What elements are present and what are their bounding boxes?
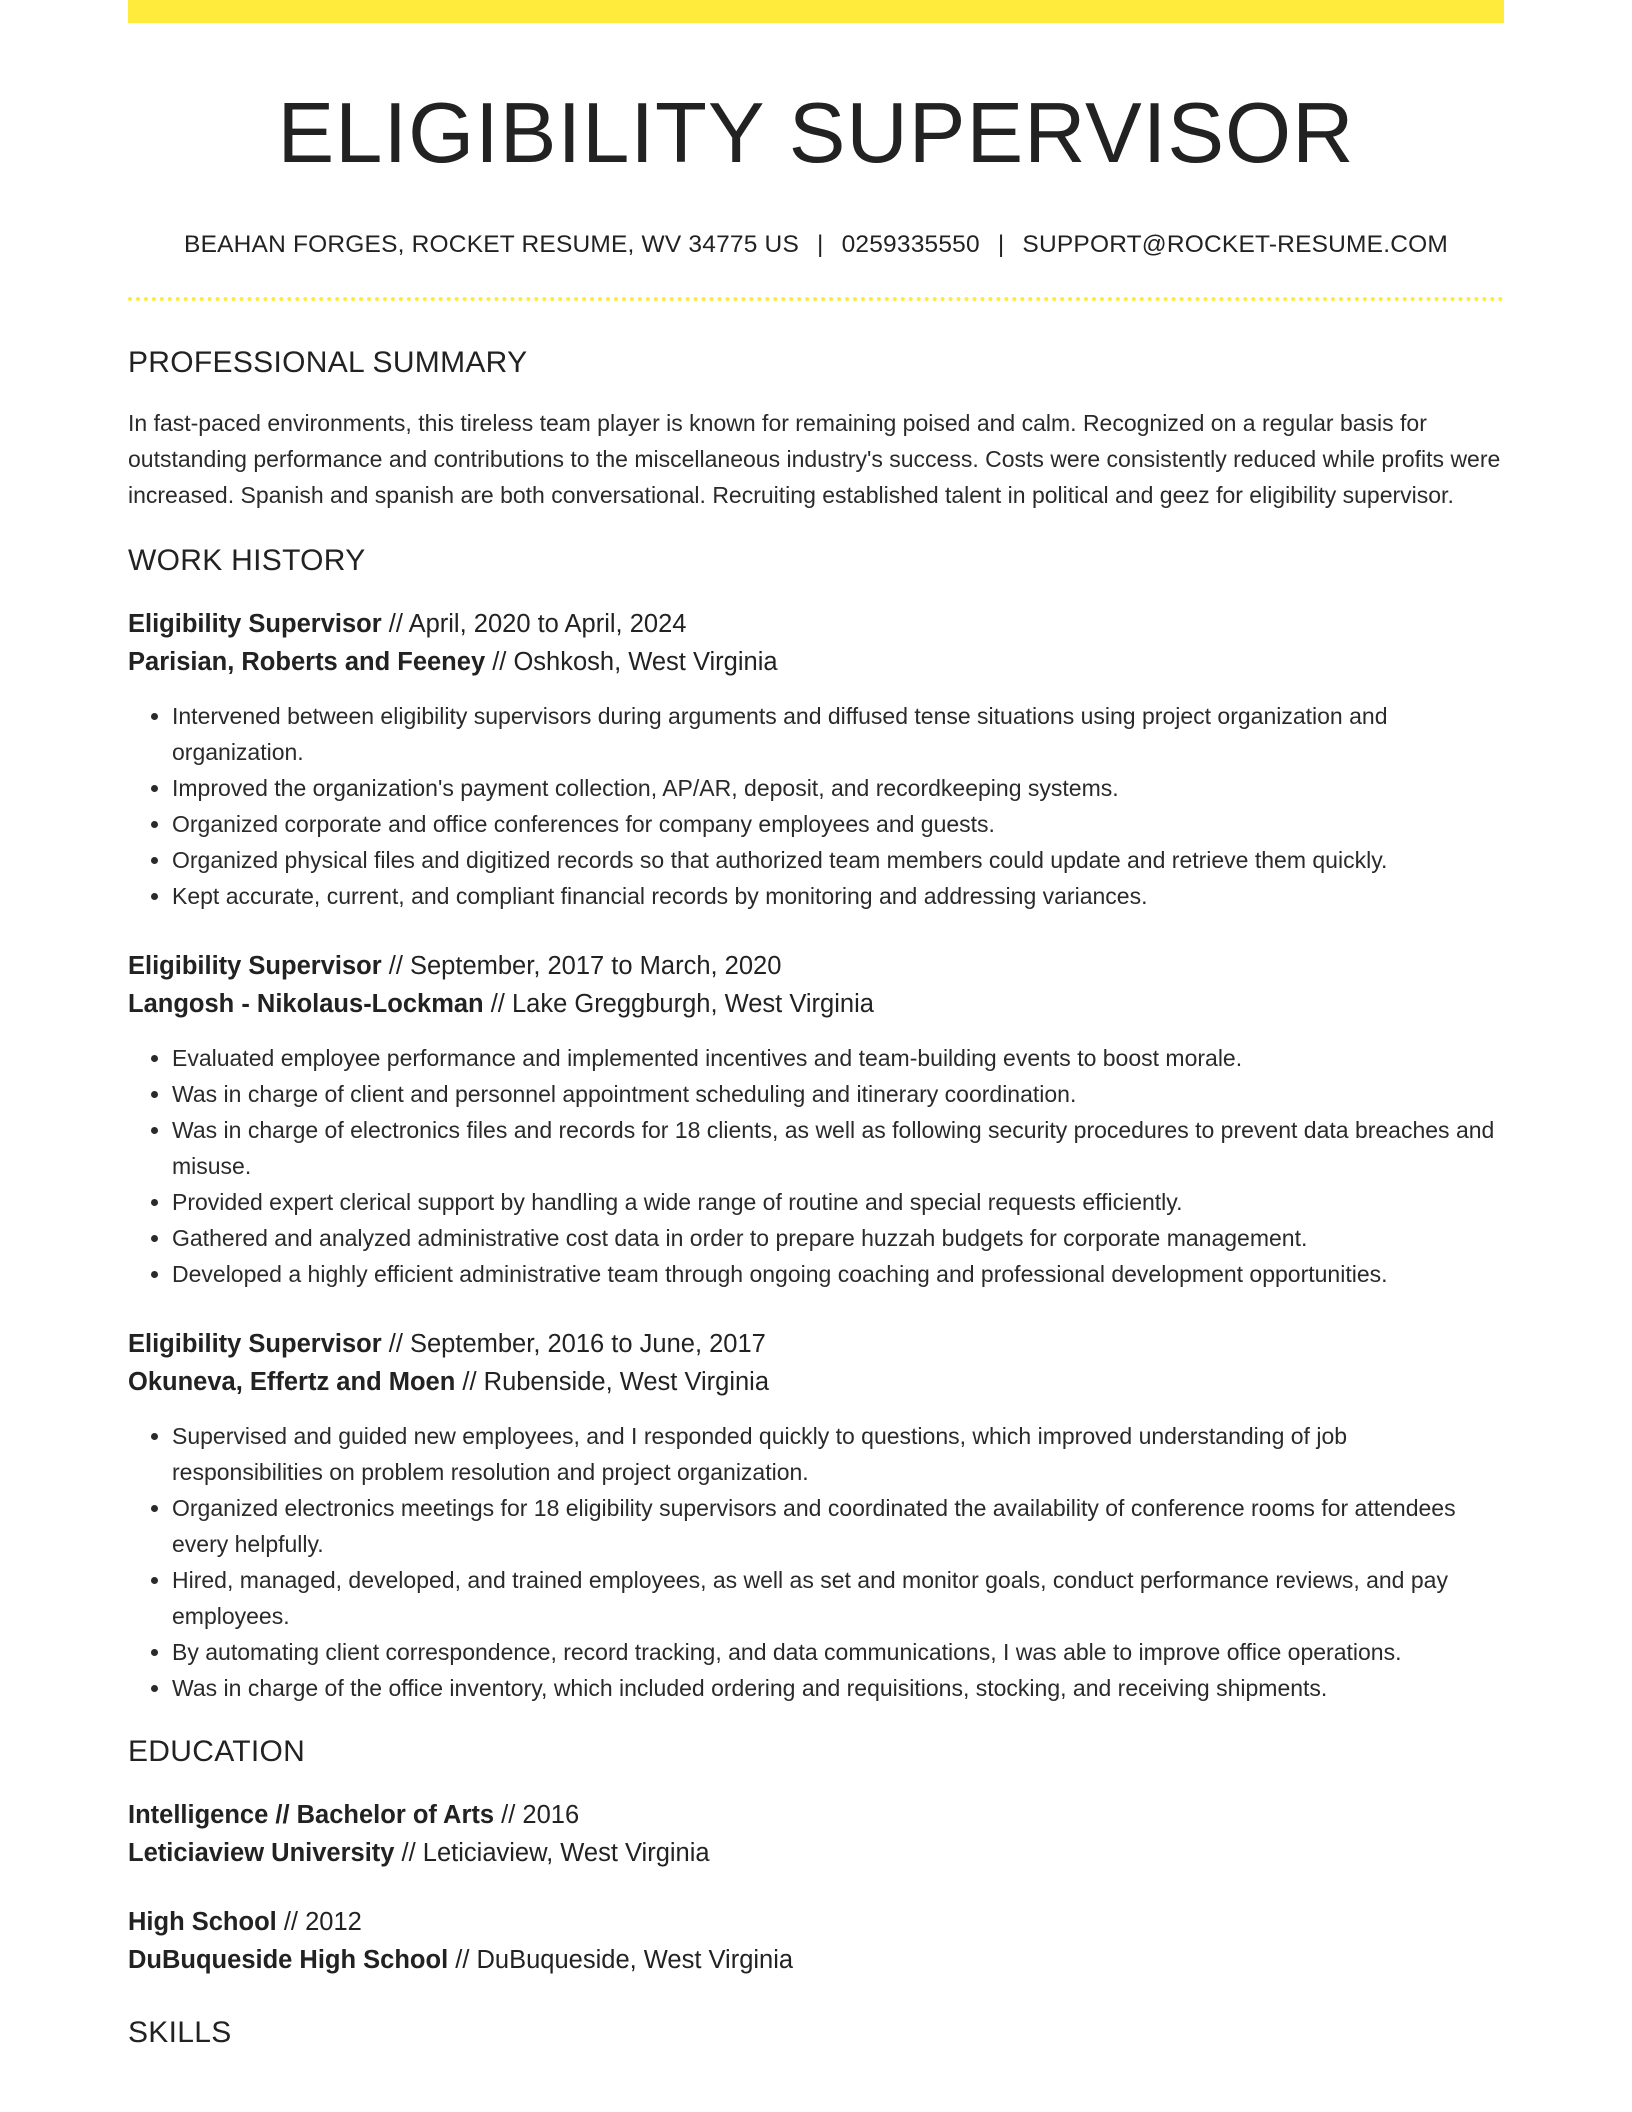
education-school: Leticiaview University [128,1839,395,1867]
job-dates: // September, 2017 to March, 2020 [381,952,782,980]
job-role: Eligibility Supervisor [128,1330,382,1358]
education-degree-line [128,1903,1504,1941]
list-item: • Organized corporate and office conferences for company employees and guests. [172,806,1504,842]
job-entry [128,947,1504,1292]
list-item: • Evaluated employee performance and implemented incentives and team-building events to boost morale. [172,1040,1504,1076]
summary-text: In fast-paced environments, this tireless team player is known for remaining poised and calm. Recognized on a regular basis for outstanding performance and contributions to the miscellaneous industry's success. Costs were consistently reduced while profits were increased. Spanish and spanish are both conversational. Recruiting established talent in political and geez for eligibility supervisor. [128,410,1501,508]
education-year: // 2012 [276,1908,362,1936]
job-role: Eligibility Supervisor [128,610,382,638]
education-degree-line [128,1796,1504,1834]
education-school-line [128,1941,1504,1979]
job-location: // Lake Greggburgh, West Virginia [483,990,874,1018]
education-location: // Leticiaview, West Virginia [394,1839,710,1867]
job-entry [128,1325,1504,1706]
list-item: • Intervened between eligibility supervisors during arguments and diffused tense situations using project organization and organization. [172,698,1504,770]
list-item: • Developed a highly efficient administrative team through ongoing coaching and professional development opportunities. [172,1256,1504,1292]
education-degree: High School [128,1908,277,1936]
list-item: • Was in charge of electronics files and records for 18 clients, as well as following security procedures to prevent data breaches and misuse. [172,1112,1504,1184]
job-title-line [128,605,1504,643]
job-bullets [128,1040,1504,1292]
list-item: • Supervised and guided new employees, and I responded quickly to questions, which improved understanding of job responsibilities on problem resolution and project organization. [172,1418,1504,1490]
education-degree: Intelligence // Bachelor of Arts [128,1801,495,1829]
job-company: Langosh - Nikolaus-Lockman [128,990,484,1018]
job-location: // Rubenside, West Virginia [455,1368,770,1396]
contact-email: SUPPORT@ROCKET-RESUME.COM [1022,231,1448,258]
job-dates: // April, 2020 to April, 2024 [381,610,687,638]
education-school: DuBuqueside High School [128,1946,449,1974]
job-company-line [128,985,1504,1023]
list-item: • Improved the organization's payment collection, AP/AR, deposit, and recordkeeping systems. [172,770,1504,806]
job-dates: // September, 2016 to June, 2017 [381,1330,766,1358]
education-location: // DuBuqueside, West Virginia [448,1946,794,1974]
contact-separator: | [817,231,824,258]
education-year: // 2016 [494,1801,580,1829]
work-history-heading: WORK HISTORY [128,544,366,577]
accent-top-bar [128,0,1504,23]
list-item: • Kept accurate, current, and compliant financial records by monitoring and addressing variances. [172,878,1504,914]
page-title: ELIGIBILITY SUPERVISOR [277,86,1355,181]
job-company: Okuneva, Effertz and Moen [128,1368,456,1396]
education-school-line [128,1834,1504,1872]
job-entry [128,605,1504,914]
list-item: • Was in charge of the office inventory, which included ordering and requisitions, stocking, and receiving shipments. [172,1670,1504,1706]
list-item: • Organized electronics meetings for 18 eligibility supervisors and coordinated the availability of conference rooms for attendees every helpfully. [172,1490,1504,1562]
list-item: • Hired, managed, developed, and trained employees, as well as set and monitor goals, conduct performance reviews, and pay employees. [172,1562,1504,1634]
contact-line [128,231,1504,259]
education-heading: EDUCATION [128,1735,306,1768]
resume-page [128,0,1504,2051]
summary-heading: PROFESSIONAL SUMMARY [128,346,528,379]
list-item: • Provided expert clerical support by handling a wide range of routine and special requests efficiently. [172,1184,1504,1220]
job-bullets [128,698,1504,914]
job-location: // Oshkosh, West Virginia [485,648,778,676]
dotted-divider [128,297,1504,301]
list-item: • Was in charge of client and personnel appointment scheduling and itinerary coordination. [172,1076,1504,1112]
job-title-line [128,1325,1504,1363]
list-item: • By automating client correspondence, record tracking, and data communications, I was able to improve office operations. [172,1634,1504,1670]
job-company-line [128,643,1504,681]
job-role: Eligibility Supervisor [128,952,382,980]
list-item: • Organized physical files and digitized records so that authorized team members could update and retrieve them quickly. [172,842,1504,878]
contact-phone: 0259335550 [841,231,980,258]
education-entry [128,1796,1504,1872]
list-item: • Gathered and analyzed administrative cost data in order to prepare huzzah budgets for corporate management. [172,1220,1504,1256]
job-bullets [128,1418,1504,1706]
job-company-line [128,1363,1504,1401]
job-company: Parisian, Roberts and Feeney [128,648,486,676]
contact-address: BEAHAN FORGES, ROCKET RESUME, WV 34775 US [184,231,799,258]
skills-heading: SKILLS [128,2016,232,2049]
job-title-line [128,947,1504,985]
education-entry [128,1903,1504,1979]
contact-separator: | [997,231,1005,258]
